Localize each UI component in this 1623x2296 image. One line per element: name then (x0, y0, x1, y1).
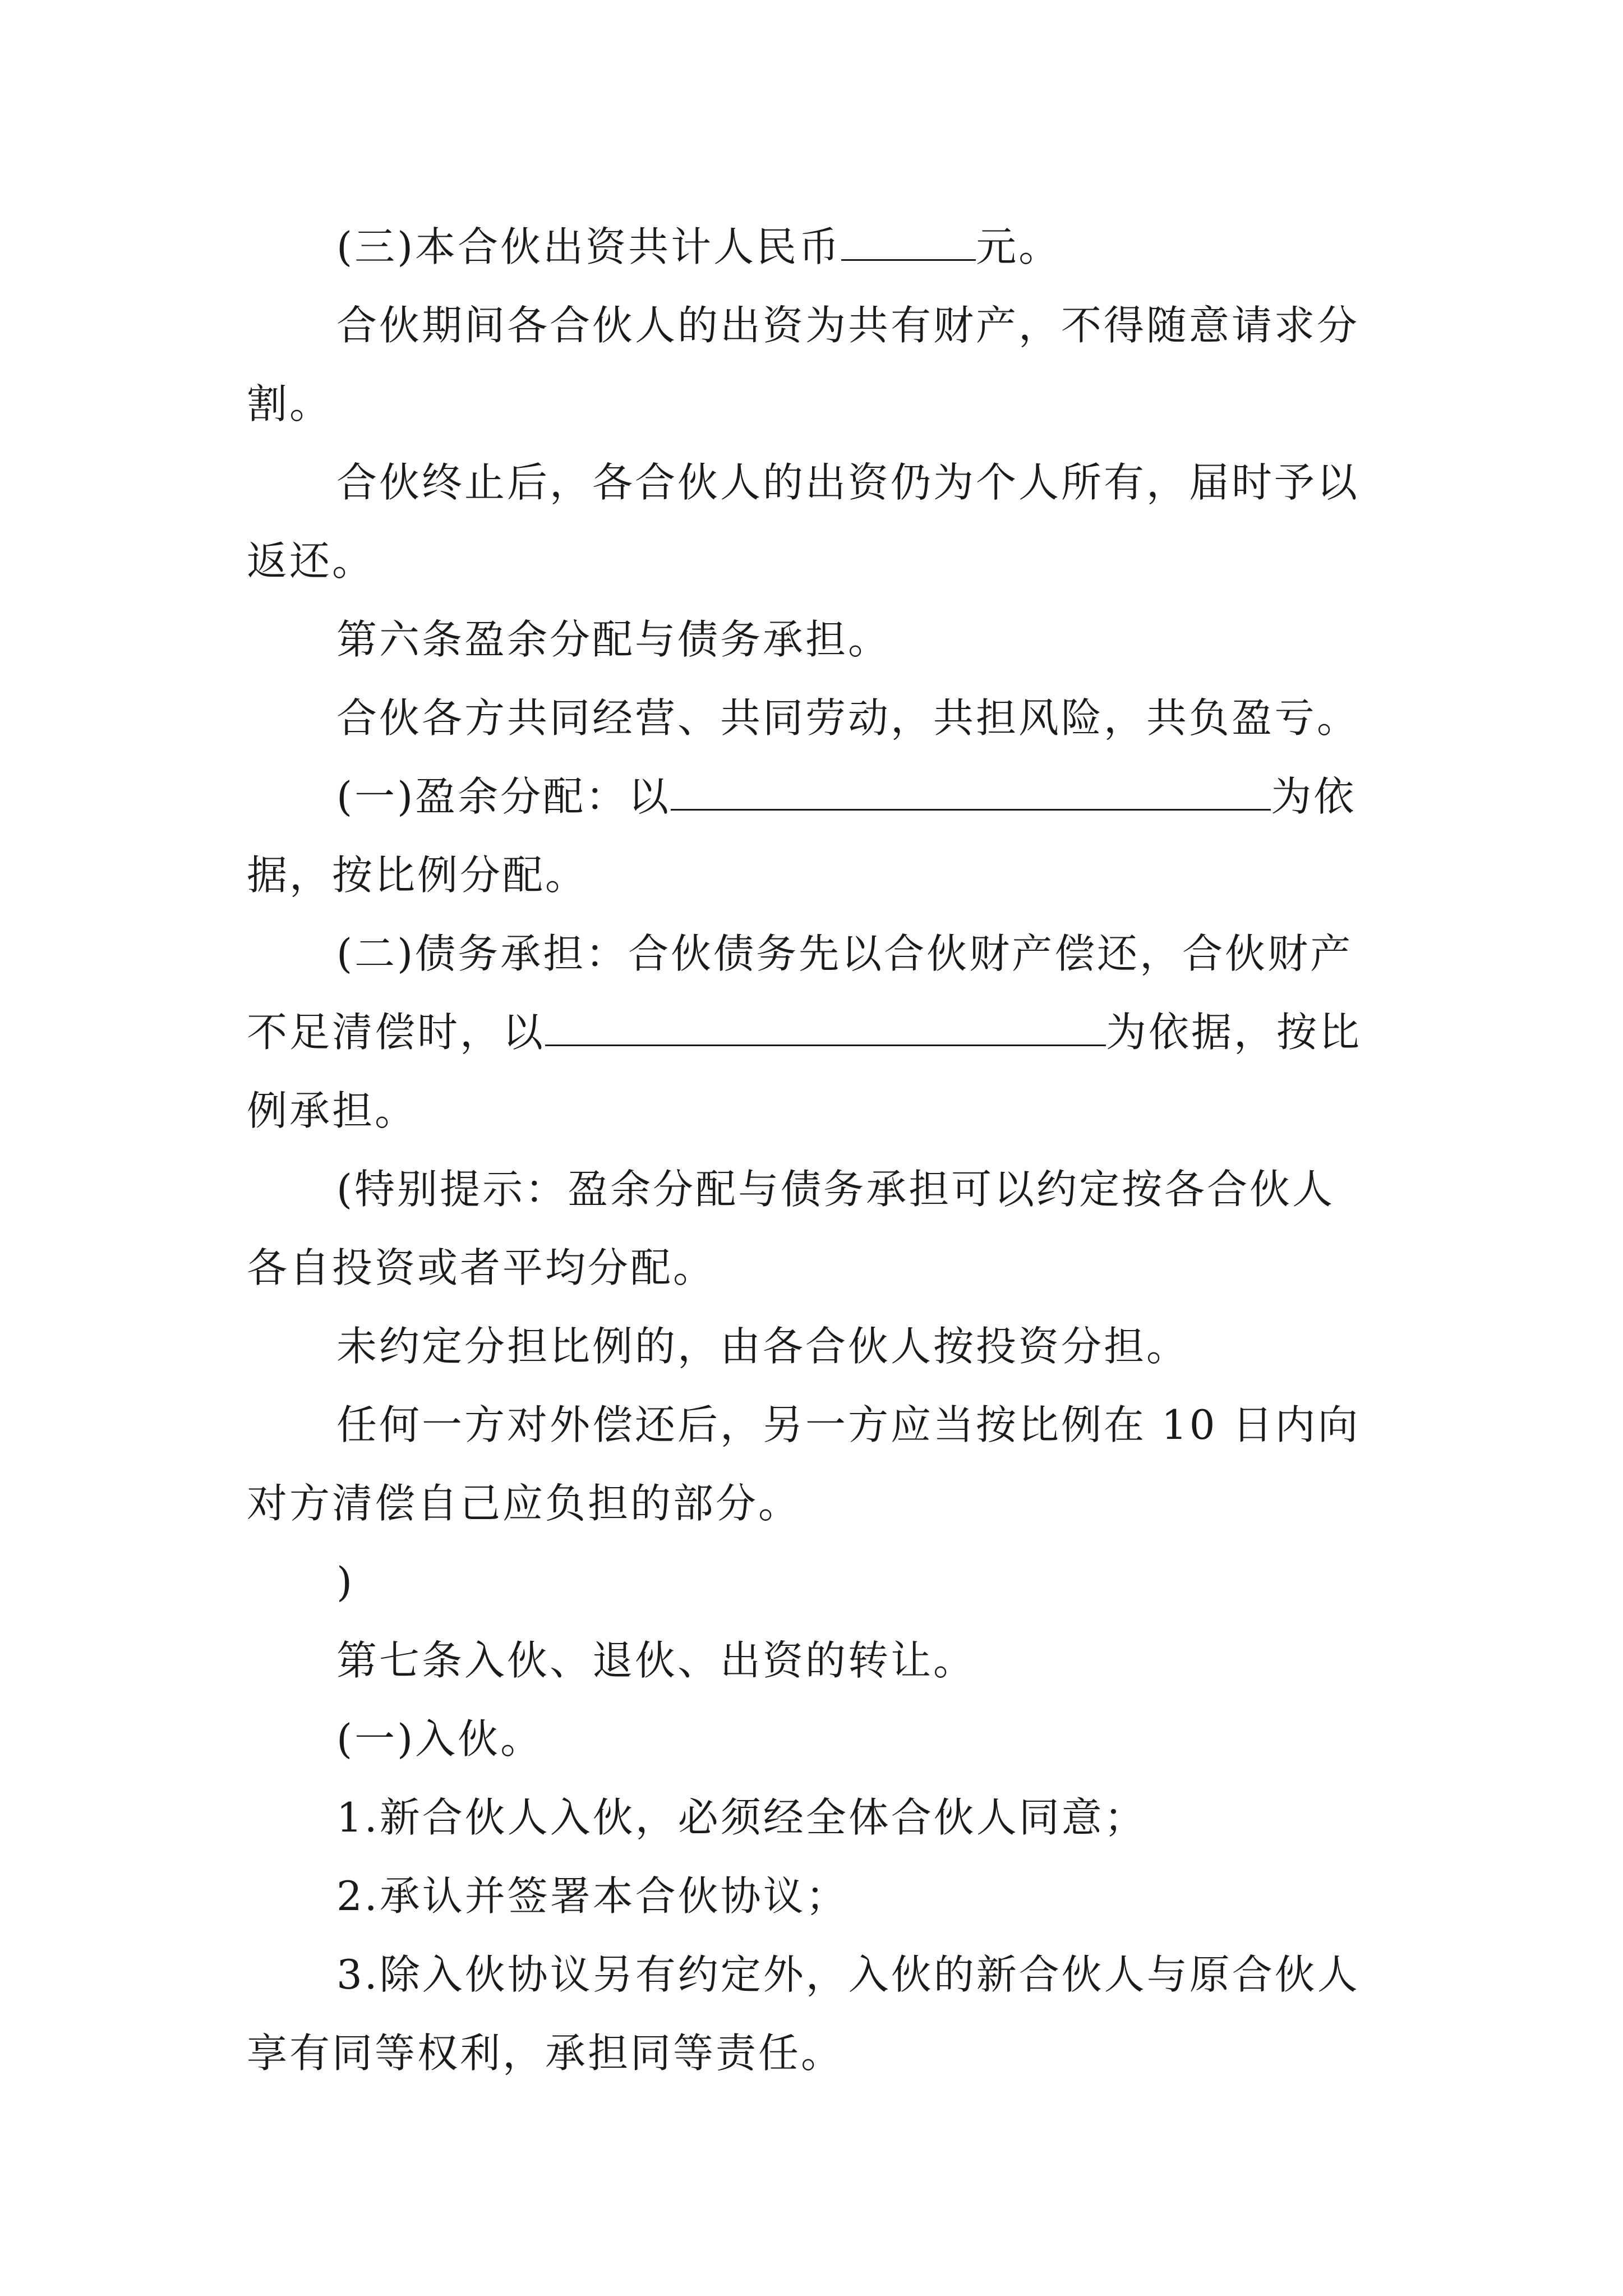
debt-basis-blank (545, 1009, 1106, 1046)
admission-item-1-text: 1.新合伙人入伙，必须经全体合伙人同意； (336, 1794, 1147, 1841)
paragraph-common-property (247, 286, 1380, 443)
closing-parenthesis-text: ) (336, 1558, 355, 1605)
article-seven-heading (247, 1621, 1380, 1700)
profit-basis-blank (671, 773, 1271, 811)
repayment-line-2: 对方清偿自己应负担的部分。 (247, 1480, 801, 1527)
paragraph-capital-total (247, 208, 1380, 286)
special-note-line-1: (特别提示：盈余分配与债务承担可以约定按各合伙人 (336, 1166, 1335, 1213)
profit-distribution-suffix: 为依 (1271, 773, 1357, 820)
termination-return-line-2: 返还。 (247, 537, 375, 585)
capital-total-text: (三)本合伙出资共计人民币 (336, 223, 842, 270)
paragraph-shared-operation (247, 679, 1380, 757)
admission-item-3 (247, 1935, 1380, 2092)
section-admission-title: (一)入伙。 (336, 1715, 543, 1763)
profit-distribution-text: (一)盈余分配：以 (336, 773, 671, 820)
section-admission-heading (247, 1700, 1380, 1778)
admission-item-2-text: 2.承认并签署本合伙协议； (336, 1872, 849, 1920)
common-property-line-1: 合伙期间各合伙人的出资为共有财产，不得随意请求分 (336, 302, 1360, 349)
debt-bearing-text: 不足清偿时，以 (247, 1009, 546, 1056)
admission-item-3-line-2: 享有同等权利，承担同等责任。 (247, 2030, 844, 2077)
repayment-line-1: 任何一方对外偿还后，另一方应当按比例在 10 日内向 (336, 1401, 1361, 1448)
article-six-heading (247, 600, 1380, 679)
paragraph-profit-distribution (247, 757, 1380, 914)
special-note-line-2: 各自投资或者平均分配。 (247, 1244, 716, 1291)
article-six-title: 第六条盈余分配与债务承担。 (336, 616, 891, 663)
debt-bearing-line-1: (二)债务承担：合伙债务先以合伙财产偿还，合伙财产 (336, 930, 1353, 977)
capital-total-unit: 元。 (976, 223, 1062, 270)
profit-distribution-line-2: 据，按比例分配。 (247, 852, 588, 899)
admission-item-2 (247, 1857, 1380, 1935)
paragraph-default-share (247, 1307, 1380, 1386)
debt-bearing-suffix: 为依据，按比 (1106, 1009, 1362, 1056)
paragraph-special-note (247, 1150, 1380, 1307)
admission-item-3-line-1: 3.除入伙协议另有约定外，入伙的新合伙人与原合伙人 (336, 1951, 1360, 1998)
termination-return-line-1: 合伙终止后，各合伙人的出资仍为个人所有，届时予以 (336, 459, 1360, 506)
shared-operation-text: 合伙各方共同经营、共同劳动，共担风险，共负盈亏。 (336, 694, 1360, 742)
paragraph-debt-bearing (247, 914, 1380, 1150)
admission-item-1 (247, 1778, 1380, 1857)
paragraph-repayment (247, 1386, 1380, 1543)
common-property-line-2: 割。 (247, 380, 333, 427)
paragraph-termination-return (247, 443, 1380, 600)
debt-bearing-line-3: 例承担。 (247, 1087, 418, 1134)
closing-parenthesis (247, 1543, 1380, 1621)
capital-amount-blank (841, 223, 976, 261)
default-share-text: 未约定分担比例的，由各合伙人按投资分担。 (336, 1323, 1189, 1370)
article-seven-title: 第七条入伙、退伙、出资的转让。 (336, 1637, 976, 1684)
